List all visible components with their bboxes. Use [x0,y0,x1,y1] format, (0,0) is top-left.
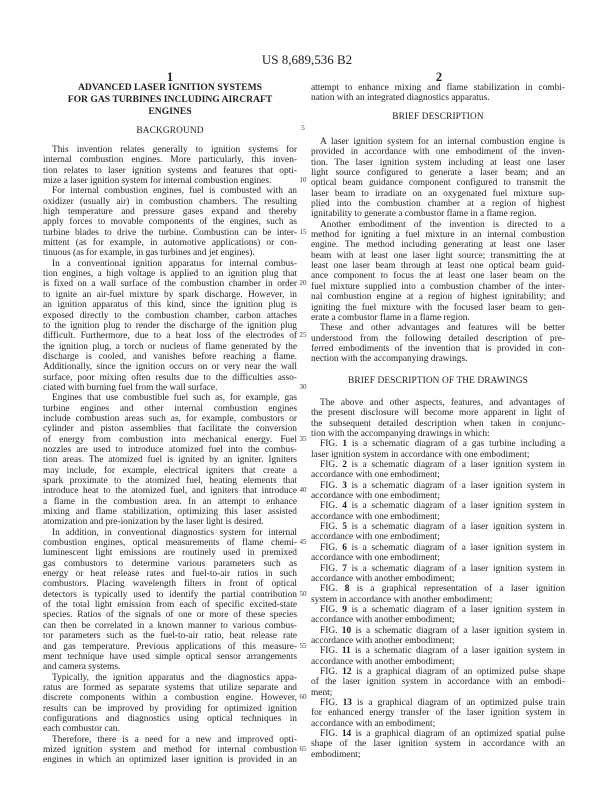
fig-prefix: FIG. [320,584,338,595]
line-number: 50 [299,589,307,598]
fig-number: 13 [342,697,352,708]
text-line: and camera systems. [43,662,121,673]
figure-description [311,584,565,605]
text-line: accordance with one embodiment; [311,470,440,481]
text-line: may include, for example, electrical igniters that create a [43,465,297,476]
fig-prefix: FIG. [320,697,338,708]
line-number: 5 [301,124,305,132]
text-line: engines in which an optimized laser ignition is provided in an [43,755,297,766]
figure-description [311,605,565,626]
text-line [311,584,565,594]
fig-prefix: FIG. [320,646,338,657]
text-line: can then be correlated in a known manner to various combus- [43,620,297,631]
paragraph [311,83,565,104]
text-line: laser ignition system in accordance with one embodiment; [311,449,530,460]
text-line: accordance with another embodiment; [311,573,455,584]
text-line [311,481,565,491]
text-line: accordance with one embodiment; [311,511,440,522]
text-line: mixing and flame stabilization, optimizing this laser assisted [43,507,297,518]
figure-description [311,543,565,564]
line-number: 45 [299,538,307,546]
figure-description [311,626,565,647]
text-line [311,646,565,656]
text-line-content: is a schematic diagram of a laser ignition system in [351,480,565,491]
fig-prefix: FIG. [320,480,338,491]
line-number: 10 [299,175,307,184]
figure-description [311,439,565,460]
fig-prefix: FIG. [320,625,338,636]
text-line-content: is a schematic diagram of a laser ignition system in [351,460,565,471]
text-line: igniting the fuel mixture with the focused laser beam to gen- [311,302,565,313]
text-line: configurations and diagnostics using optical techniques in [43,713,297,724]
fig-number: 12 [342,666,352,677]
title-line: FOR GAS TURBINES INCLUDING AIRCRAFT [67,94,273,105]
text-line-content: is a schematic diagram of a laser ignition system in [355,646,565,657]
text-line: ignitability to generate a combustor flame in a flame region. [311,209,537,220]
text-line: Therefore, there is a need for a new and improved opti- [52,734,297,745]
heading-brief-description-drawings: BRIEF DESCRIPTION OF THE DRAWINGS [348,376,528,386]
text-line: exposed directly to the combustion chamber, carbon attaches [43,310,297,321]
paragraph [311,398,565,439]
text-line: tion areas. The atomized fuel is ignited by an igniter. Igniters [43,455,297,466]
text-line: mized ignition system and method for internal combustion [43,744,297,755]
line-number: 35 [299,434,307,443]
text-line: for enhanced energy transfer of the laser ignition system in [311,708,565,719]
fig-prefix: FIG. [320,604,338,615]
text-line [311,698,565,708]
text-line: Additionally, since the ignition occurs on or very near the wall [43,362,297,373]
text-line: ratus are formed as separate systems that utilize separate and [43,682,297,693]
text-line: embodiment; [311,749,361,760]
text-line: ment technique have used simple optical sensor arrangements [43,651,297,662]
figure-description [311,460,565,481]
figure-description [311,729,565,760]
fig-number: 11 [341,646,351,657]
text-line: detectors is typically used to identify the partial contribution [43,589,297,600]
text-line: of the laser ignition system in accordance with an embodi- [311,677,565,688]
text-line-content: is a schematic diagram of a gas turbine including a [351,439,566,450]
text-line: nozzles are used to introduce atomized fuel into the combus- [43,444,297,455]
text-line-content: is a schematic diagram of a laser ignition system in [355,625,565,636]
text-line: A laser ignition system for an internal combustion engine is [320,137,565,147]
text-line: the present disclosure will become more apparent in light of [311,408,565,419]
text-line: difficult. Furthermore, due to a heat loss of the electrodes of [43,331,297,342]
line-number: 20 [299,279,307,288]
figure-description [311,646,565,667]
paragraph [43,673,297,735]
text-line: turbine blades to drive the turbine. Combustion can be inter- [43,227,297,238]
text-line: least one laser beam through at least one optical beam guid- [311,261,565,272]
text-line-content: is a schematic diagram of a laser ignition system in [351,522,565,533]
text-line: laser beam to irradiate on an oxygenated fuel mixture sup- [311,188,565,199]
text-line: ciated with burning fuel from the wall surface. [43,382,218,393]
fig-prefix: FIG. [320,666,338,677]
text-line [311,626,565,636]
text-line [311,543,565,553]
text-line: nection with the accompanying drawings. [311,354,468,365]
text-line: mittent (as for example, in automotive applications) or con- [43,238,297,249]
drawings-description-body [311,398,565,760]
fig-number: 6 [342,542,347,553]
text-line [311,605,565,615]
text-line: engine. The method including generating at least one laser [311,240,565,251]
text-line: accordance with one embodiment; [311,491,440,502]
fig-prefix: FIG. [320,542,338,553]
fig-number: 4 [342,501,347,512]
line-number: 30 [299,382,307,391]
text-line: gas combustors to determine various parameters such as [43,558,297,569]
text-line: discrete components within a combustion engine. However, [43,693,297,704]
text-line: high temperature and pressure gases expand and thereby [43,207,297,218]
paragraph [43,528,297,673]
text-line-content: is a graphical diagram of an optimized spatial pulse [355,729,565,739]
fig-number: 9 [342,604,347,615]
text-line: cylinder and piston assemblies that facilitate the conversion [43,424,297,435]
right-column-continuation [311,83,565,104]
text-line: tion with the accompanying drawings in which: [311,429,490,440]
text-line: spark proximate to the atomized fuel, heating elements that [43,476,297,486]
text-line: results can be improved by providing for optimized ignition [43,703,297,714]
text-line: combustors. Placing wavelength filters in front of optical [43,579,297,590]
text-line: tor parameters such as the fuel-to-air ratio, heat release rate [43,631,297,642]
figure-description [311,667,565,698]
paragraph [43,186,297,258]
text-line-content: is a graphical representation of a laser ignition [356,584,566,595]
text-line: For internal combustion engines, fuel is combusted with an [52,186,297,197]
text-line: species. Ratios of the signals of one or more of these species [43,610,297,621]
text-line: the subsequent detailed description when taken in conjunc- [311,418,565,429]
text-line: erate a combustor flame in a flame region. [311,312,470,323]
line-number: 15 [299,227,307,236]
left-column-body [43,145,297,766]
text-line: discharge is cooled, and vanishes before reaching a flame. [43,351,297,362]
text-line-content: is a schematic diagram of a laser ignition system in [351,542,565,553]
text-line: method for igniting a fuel mixture in an internal combustion [311,230,565,241]
text-line: accordance with one embodiment; [311,532,440,543]
text-line: oxidizer (usually air) in combustion chambers. The resulting [43,196,297,207]
line-number: 55 [299,641,307,650]
text-line: each combustor can. [43,724,120,735]
text-line: introduce heat to the atomized fuel, and igniters that introduce [43,486,297,497]
text-line: The above and other aspects, features, and advantages of [320,398,565,408]
text-line-content: is a graphical diagram of an optimized pulse train [357,697,566,708]
text-line [311,564,565,574]
text-line: the ignition plug, a torch or nucleus of flame generated by the [43,341,297,352]
heading-background: BACKGROUND [136,126,204,136]
text-line: In a conventional ignition apparatus for internal combus- [52,258,297,269]
text-line: of energy from combustion into mechanical energy. Fuel [43,434,297,445]
text-line [311,501,565,511]
text-line: In addition, in conventional diagnostics system for internal [52,527,297,538]
text-line [311,522,565,532]
paragraph [311,220,565,323]
figure-description [311,564,565,585]
line-number: 65 [299,745,307,753]
text-line [311,729,565,739]
text-line: is fixed on a wall surface of the combustion chamber in order [43,279,297,290]
text-line: beam with at least one laser light source; transmitting the at [311,250,565,261]
figure-description [311,522,565,543]
text-line: provided in accordance with one embodiment of the inven- [311,147,565,158]
fig-number: 1 [342,439,348,450]
text-line: nation with an integrated diagnostics apparatus. [311,93,490,104]
text-line: plied into the combustion chamber at a region of highest [311,199,565,210]
figure-description [311,481,565,502]
text-line [311,439,565,449]
fig-prefix: FIG. [320,439,338,450]
title-line: ADVANCED LASER IGNITION SYSTEMS [77,82,262,93]
text-line: turbine engines and other internal combustion engines [43,403,297,414]
text-line: nal combustion engine at a region of highest ignitability; and [311,292,565,303]
fig-number: 7 [342,563,347,574]
text-line: a flame in the combustion area. In an attempt to enhance [43,496,297,507]
text-line: tion relates to laser ignition systems and features that opti- [43,165,297,176]
line-number: 40 [299,486,307,495]
heading-brief-description: BRIEF DESCRIPTION [392,112,484,122]
text-line: tinuous (as for example, in gas turbines and jet engines). [43,248,255,259]
figure-description [311,501,565,522]
paragraph [311,323,565,364]
text-line: ferred embodiments of the invention that is provided in con- [311,343,565,354]
text-line: ance component to focus the at least one laser beam on the [311,271,565,282]
text-line: accordance with another embodiment; [311,615,455,626]
brief-description-body [311,137,565,365]
fig-number: 3 [342,480,347,491]
text-line: to ignite an air-fuel mixture by spark discharge. However, in [43,289,297,300]
text-line [311,667,565,677]
text-line: accordance with one embodiment; [311,553,440,564]
text-line: tion. The laser ignition system including at least one laser [311,157,565,168]
text-line: atomization and pre-ionization by the laser light is desired. [43,517,264,528]
line-number: 25 [299,331,307,339]
text-line: accordance with another embodiment; [311,635,455,646]
text-line [311,460,565,470]
text-line: These and other advantages and features will be better [320,323,565,334]
text-line: Another embodiment of the invention is directed to a [320,219,565,230]
text-line: shape of the laser ignition system in accordance with an [311,739,565,750]
paragraph [43,735,297,766]
text-line-content: is a schematic diagram of a laser ignition system in [351,604,565,615]
text-line-content: is a graphical diagram of an optimized pulse shape [356,666,565,677]
fig-prefix: FIG. [320,563,338,574]
patent-title [43,82,297,118]
fig-prefix: FIG. [320,501,338,512]
paragraph [43,259,297,393]
text-line: to the ignition plug to render the discharge of the ignition plug [43,320,297,331]
fig-prefix: FIG. [320,460,338,471]
text-line: system in accordance with another embodiment; [311,594,493,605]
text-line: and gas temperature. Previous applications of this measure- [43,641,297,652]
paragraph [43,393,297,527]
text-line: This invention relates generally to ignition systems for [52,145,297,155]
paragraph [311,137,565,220]
text-line: mize a laser ignition system for internal combustion engines. [43,176,272,187]
text-line: fuel mixture supplied into a combustion chamber of the inter- [311,281,565,292]
title-line: ENGINES [148,106,192,117]
text-line-content: is a schematic diagram of a laser ignition system in [351,563,565,574]
text-line: ment; [311,687,333,698]
text-line: include combustion areas such as, for example, combustors or [43,413,297,424]
text-line: combustion engines, optical measurements of flame chemi- [43,538,297,549]
text-line: internal combustion engines. More particularly, this inven- [43,155,297,166]
text-line: an ignition apparatus of this kind, since the ignition plug is [43,300,297,311]
text-line: optical beam guidance component configured to transmit the [311,178,565,189]
fig-prefix: FIG. [320,522,338,533]
text-line: of the total light emission from each of specific excited-state [43,600,297,611]
column-number-left: 1 [166,70,174,84]
text-line: accordance with another embodiment; [311,656,455,667]
text-line: Typically, the ignition apparatus and the diagnostics appa- [52,672,297,683]
fig-number: 14 [341,729,352,739]
text-line: Engines that use combustible fuel such as, for example, gas [52,393,297,404]
line-number: 60 [299,693,307,702]
text-line: tion engines, a high voltage is applied to an ignition plug that [43,269,297,280]
fig-number: 10 [341,625,352,636]
column-number-right: 2 [435,70,443,84]
text-line: accordance with an embodiment; [311,718,436,729]
patent-number: US 8,689,536 B2 [261,52,353,67]
paragraph [43,145,297,186]
fig-number: 2 [342,460,347,471]
fig-prefix: FIG. [320,729,338,739]
text-line: energy or heat release rates and fuel-to-air ratios in such [43,569,297,580]
text-line-content: is a schematic diagram of a laser ignition system in [351,501,565,512]
fig-number: 5 [342,522,347,533]
figure-description [311,698,565,729]
text-line: apply forces to movable components of the engines, such as [43,217,297,228]
text-line: light source configured to generate a laser beam; and an [311,168,565,179]
text-line: surface, poor mixing often results due to the difficulties asso- [43,372,297,383]
text-line: luminescent light emissions are routinely used in premixed [43,548,297,559]
fig-number: 8 [344,584,350,595]
text-line: understood from the following detailed description of pre- [311,333,565,344]
text-line: attempt to enhance mixing and flame stabilization in combi- [311,83,565,93]
